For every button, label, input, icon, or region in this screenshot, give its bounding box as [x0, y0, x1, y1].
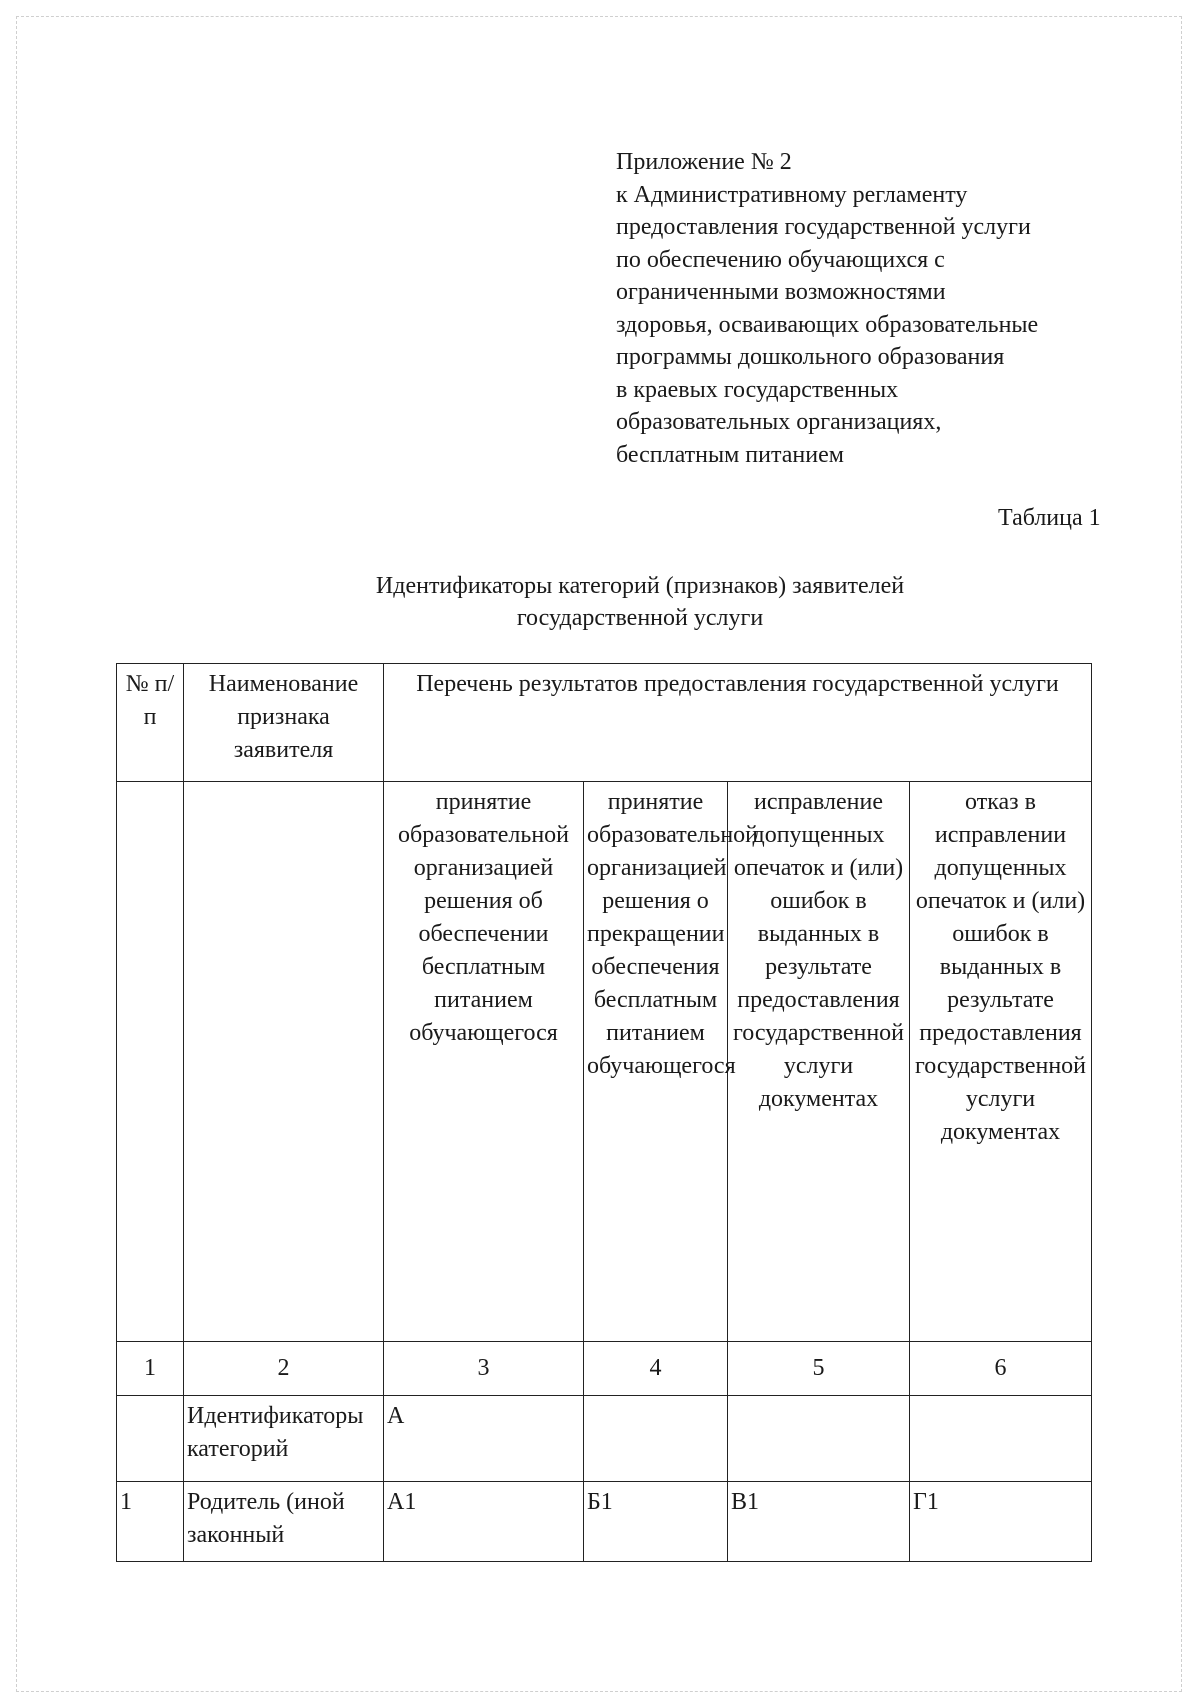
col-number: 3 — [384, 1342, 584, 1396]
results-row — [117, 782, 1092, 1342]
header-num: № п/п — [117, 664, 184, 782]
result-termination: принятие образовательной организацией решения о прекращении обеспечения бесплатным питанием обучающегося — [584, 782, 728, 1342]
result-correction: исправление допущенных опечаток и (или) ошибок в выданных в результате предоставления государственной услуги документах — [728, 782, 910, 1342]
empty-cell — [184, 782, 384, 1342]
table-label: Таблица 1 — [998, 505, 1101, 531]
document-title — [250, 570, 1030, 634]
appendix-block — [616, 146, 1156, 471]
col-number: 2 — [184, 1342, 384, 1396]
title-line-1: Идентификаторы категорий (признаков) заявителей — [375, 573, 905, 599]
row-id-a: А1 — [384, 1482, 584, 1562]
appendix-line: здоровья, осваивающих образовательные — [616, 311, 1039, 338]
appendix-line: бесплатным питанием — [616, 441, 844, 468]
table-row — [117, 1482, 1092, 1562]
appendix-line: Приложение № 2 — [616, 149, 792, 175]
empty-cell — [910, 1396, 1092, 1482]
identifiers-table — [116, 663, 1092, 1562]
row-id-d: Г1 — [910, 1482, 1092, 1562]
header-name: Наименование признака заявителя — [184, 664, 384, 782]
col-number: 5 — [728, 1342, 910, 1396]
header-results: Перечень результатов предоставления государственной услуги — [384, 664, 1092, 782]
result-refusal: отказ в исправлении допущенных опечаток и (или) ошибок в выданных в результате предоставления государственной услуги документах — [910, 782, 1092, 1342]
col-number: 4 — [584, 1342, 728, 1396]
appendix-line: по обеспечению обучающихся с — [616, 246, 945, 273]
header-row — [117, 664, 1092, 782]
identifiers-row — [117, 1396, 1092, 1482]
column-numbers-row — [117, 1342, 1092, 1396]
row-id-b: Б1 — [584, 1482, 728, 1562]
appendix-line: ограниченными возможностями — [616, 279, 946, 305]
col-number: 6 — [910, 1342, 1092, 1396]
empty-cell — [584, 1396, 728, 1482]
appendix-line: к Административному регламенту — [616, 181, 968, 208]
id-row-num — [117, 1396, 184, 1482]
appendix-line: предоставления государственной услуги — [616, 214, 1031, 240]
appendix-line: программы дошкольного образования — [616, 344, 1005, 370]
id-row-name: Идентификаторы категорий — [184, 1396, 384, 1482]
col-number: 1 — [117, 1342, 184, 1396]
empty-cell — [728, 1396, 910, 1482]
row-id-c: В1 — [728, 1482, 910, 1562]
result-acceptance: принятие образовательной организацией решения об обеспечении бесплатным питанием обучающегося — [384, 782, 584, 1342]
row-name: Родитель (иной законный — [184, 1482, 384, 1562]
id-row-value: А — [384, 1396, 584, 1482]
title-line-2: государственной услуги — [516, 605, 764, 631]
appendix-line: в краевых государственных — [616, 376, 899, 403]
appendix-line: образовательных организациях, — [616, 409, 942, 435]
row-num: 1 — [117, 1482, 184, 1562]
empty-cell — [117, 782, 184, 1342]
